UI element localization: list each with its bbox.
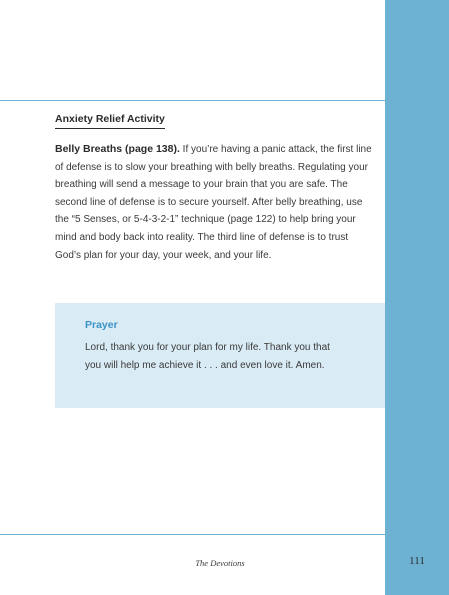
bottom-rule bbox=[0, 534, 385, 535]
running-title: The Devotions bbox=[195, 558, 245, 568]
side-color-band bbox=[385, 0, 449, 595]
prayer-box bbox=[55, 303, 385, 408]
activity-paragraph bbox=[55, 141, 373, 264]
section-title: Anxiety Relief Activity bbox=[55, 113, 165, 129]
prayer-text: Lord, thank you for your plan for my life. Thank you that you will help me achieve it . . . and even love it. Amen. bbox=[85, 342, 330, 371]
prayer-title: Prayer bbox=[85, 319, 118, 331]
activity-text: If you’re having a panic attack, the first line of defense is to slow your breathing with belly breaths. Regulating your breathing will send a message to your brain that you are safe. The second line of defense is to secure yourself. After belly breathing, use the “5 Senses, or 5-4-3-2-1” technique (page 122) to help bring your mind and body back into reality. The third line of defense is to trust God’s plan for your day, your week, and your life. bbox=[55, 144, 372, 261]
page-number: 111 bbox=[409, 555, 425, 567]
top-rule bbox=[0, 100, 385, 101]
activity-lead: Belly Breaths (page 138). bbox=[55, 143, 180, 155]
